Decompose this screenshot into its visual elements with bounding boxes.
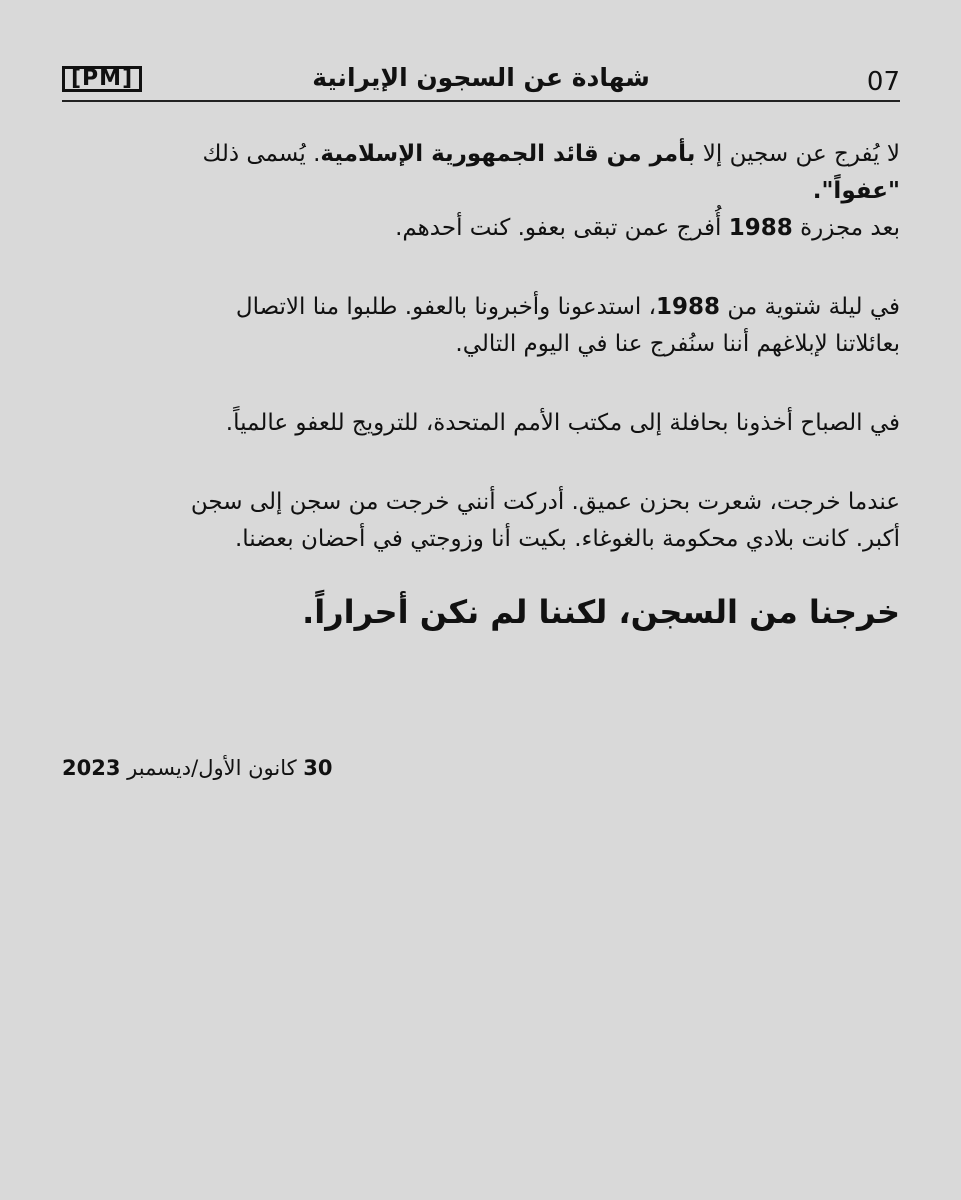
- bold-year: 1988: [656, 294, 721, 320]
- bold-text-pardon: "عفواً": [821, 178, 900, 204]
- paragraph-line: [62, 210, 900, 247]
- paragraph-line: [62, 173, 900, 210]
- text-run: بعد مجزرة: [792, 215, 900, 241]
- pm-logo: [PM]: [62, 66, 142, 92]
- bold-year: 1988: [728, 215, 793, 241]
- paragraph-morning-bus: [62, 405, 900, 442]
- date-day: 30: [303, 756, 333, 780]
- date-month: كانون الأول/ديسمبر: [127, 756, 297, 780]
- page-number: 07: [866, 67, 900, 97]
- paragraph-line: أكبر. كانت بلادي محكومة بالغوغاء. بكيت أنا وزوجتي في أحضان بعضنا.: [234, 526, 900, 552]
- paragraph-line: [62, 136, 900, 173]
- text-run: لا يُفرج عن سجين إلا: [695, 141, 900, 167]
- paragraph-release: [62, 484, 900, 558]
- text-run: ، استدعونا وأخبرونا بالعفو. طلبوا منا الاتصال: [235, 294, 657, 320]
- page-title: شهادة عن السجون الإيرانية: [312, 63, 650, 92]
- bold-text-supreme-leader-order: بأمر من قائد الجمهورية الإسلامية: [320, 141, 696, 167]
- paragraph-line: [62, 289, 900, 326]
- page-header: [62, 56, 900, 102]
- paragraph-line: بعائلاتنا لإبلاغهم أننا سنُفرج عنا في اليوم التالي.: [455, 331, 900, 357]
- text-run: في ليلة شتوية من: [720, 294, 900, 320]
- article-body: [62, 136, 900, 676]
- paragraph-pardon: [62, 136, 900, 247]
- text-run: . يُسمى ذلك: [202, 141, 321, 167]
- paragraph-line: عندما خرجت، شعرت بحزن عميق. أدركت أنني خرجت من سجن إلى سجن: [190, 489, 900, 515]
- paragraph-line: في الصباح أخذونا بحافلة إلى مكتب الأمم المتحدة، للترويج للعفو عالمياً.: [225, 410, 900, 436]
- date-year: 2023: [62, 756, 121, 780]
- closing-headline: خرجنا من السجن، لكننا لم نكن أحراراً.: [302, 593, 900, 631]
- text-run: أُفرج عمن تبقى بعفو. كنت أحدهم.: [395, 215, 729, 241]
- date-line: [62, 752, 333, 784]
- text-run: .: [812, 178, 822, 204]
- paragraph-winter-night: [62, 289, 900, 363]
